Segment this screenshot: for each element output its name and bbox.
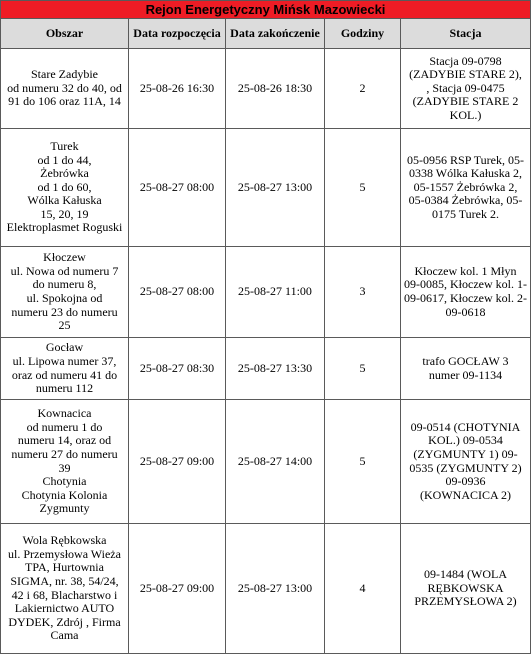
area-cell: Wola Rębkowska ul. Przemysłowa Wieża TPA, Hurtownia SIGMA, nr. 38, 54/24, 42 i 68, Blacharstwo i Lakiernictwo AUTO DYDEK, Zdrój , Firma Cama: [1, 524, 129, 654]
start-date-cell: 25-08-26 16:30: [129, 49, 226, 129]
start-date-cell: 25-08-27 08:00: [129, 247, 226, 338]
title-row: [1, 1, 531, 19]
station-cell: Stacja 09-0798 (ZADYBIE STARE 2), , Stacja 09-0475 (ZADYBIE STARE 2 KOL.): [401, 49, 531, 129]
hours-cell: 2: [325, 49, 401, 129]
header-hours: Godziny: [325, 19, 401, 49]
station-cell: trafo GOCŁAW 3 numer 09-1134: [401, 338, 531, 400]
end-date-cell: 25-08-27 13:00: [226, 129, 325, 247]
end-date-cell: 25-08-27 11:00: [226, 247, 325, 338]
station-cell: 09-0514 (CHOTYNIA KOL.) 09-0534 (ZYGMUNTY 1) 09- 0535 (ZYGMUNTY 2) 09-0936 (KOWNACICA 2): [401, 400, 531, 524]
header-row: [1, 19, 531, 49]
hours-cell: 3: [325, 247, 401, 338]
header-start-date: Data rozpoczęcia: [129, 19, 226, 49]
header-area: Obszar: [1, 19, 129, 49]
station-cell: 09-1484 (WOLA RĘBKOWSKA PRZEMYSŁOWA 2): [401, 524, 531, 654]
table-row: [1, 400, 531, 524]
start-date-cell: 25-08-27 09:00: [129, 524, 226, 654]
hours-cell: 5: [325, 338, 401, 400]
start-date-cell: 25-08-27 08:30: [129, 338, 226, 400]
table-row: [1, 129, 531, 247]
start-date-cell: 25-08-27 09:00: [129, 400, 226, 524]
table-row: [1, 524, 531, 654]
hours-cell: 5: [325, 400, 401, 524]
area-cell: Stare Zadybie od numeru 32 do 40, od 91 do 106 oraz 11A, 14: [1, 49, 129, 129]
hours-cell: 5: [325, 129, 401, 247]
table-row: [1, 49, 531, 129]
table-row: [1, 247, 531, 338]
hours-cell: 4: [325, 524, 401, 654]
start-date-cell: 25-08-27 08:00: [129, 129, 226, 247]
station-cell: Kłoczew kol. 1 Młyn 09-0085, Kłoczew kol. 1- 09-0617, Kłoczew kol. 2- 09-0618: [401, 247, 531, 338]
end-date-cell: 25-08-26 18:30: [226, 49, 325, 129]
end-date-cell: 25-08-27 13:30: [226, 338, 325, 400]
end-date-cell: 25-08-27 13:00: [226, 524, 325, 654]
table-row: [1, 338, 531, 400]
region-title: Rejon Energetyczny Mińsk Mazowiecki: [1, 1, 531, 19]
area-cell: Kownacica od numeru 1 do numeru 14, oraz od numeru 27 do numeru 39 Chotynia Chotynia Kolonia Zygmunty: [1, 400, 129, 524]
station-cell: 05-0956 RSP Turek, 05- 0338 Wólka Kałuska 2, 05-1557 Żebrówka 2, 05-0384 Żebrówka, 05- 0175 Turek 2.: [401, 129, 531, 247]
end-date-cell: 25-08-27 14:00: [226, 400, 325, 524]
header-end-date: Data zakończenie: [226, 19, 325, 49]
header-station: Stacja: [401, 19, 531, 49]
area-cell: Kłoczew ul. Nowa od numeru 7 do numeru 8, ul. Spokojna od numeru 23 do numeru 25: [1, 247, 129, 338]
area-cell: Turek od 1 do 44, Żebrówka od 1 do 60, Wólka Kałuska 15, 20, 19 Elektroplasmet Roguski: [1, 129, 129, 247]
area-cell: Gocław ul. Lipowa numer 37, oraz od numeru 41 do numeru 112: [1, 338, 129, 400]
